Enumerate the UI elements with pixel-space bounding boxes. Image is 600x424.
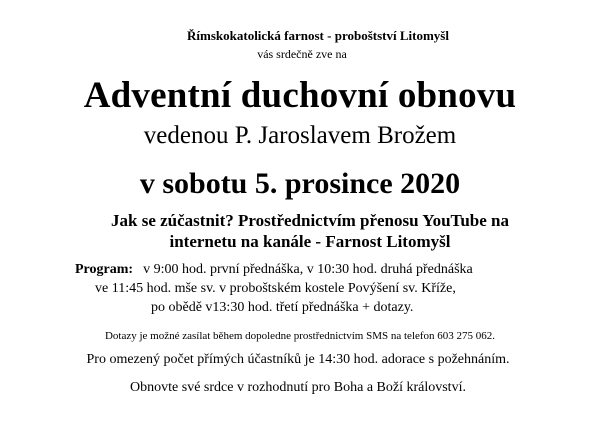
- program-line-3: po obědě v13:30 hod. třetí přednáška + dotazy.: [151, 300, 414, 315]
- program-label: Program:: [75, 262, 134, 277]
- limited-attendance-note: Pro omezený počet přímých účastníků je 14:30 hod. adorace s požehnáním.: [86, 352, 510, 367]
- event-date: v sobotu 5. prosince 2020: [139, 167, 461, 200]
- event-title: Adventní duchovní obnovu: [83, 75, 517, 116]
- program-line-1: v 9:00 hod. první přednáška, v 10:30 hod. druhá přednáška: [143, 262, 473, 277]
- event-leader: vedenou P. Jaroslavem Brožem: [143, 122, 457, 149]
- organization-name: Římskokatolická farnost - proboštství Litomyšl: [187, 28, 449, 43]
- participation-line-1: Jak se zúčastnit? Prostřednictvím přenosu YouTube na: [111, 211, 509, 230]
- closing-note: Obnovte své srdce v rozhodnutí pro Boha a Boží království.: [130, 380, 466, 395]
- program-line-2: ve 11:45 hod. mše sv. v proboštském kostele Povýšení sv. Kříže,: [95, 281, 456, 296]
- questions-note: Dotazy je možné zasílat během dopoledne prostřednictvím SMS na telefon 603 275 062.: [104, 330, 496, 342]
- participation-line-2: internetu na kanále - Farnost Litomyšl: [169, 232, 451, 251]
- program-row-1: [75, 260, 473, 279]
- participation-info: [10, 210, 600, 252]
- invitation-text: vás srdečně zve na: [257, 47, 347, 61]
